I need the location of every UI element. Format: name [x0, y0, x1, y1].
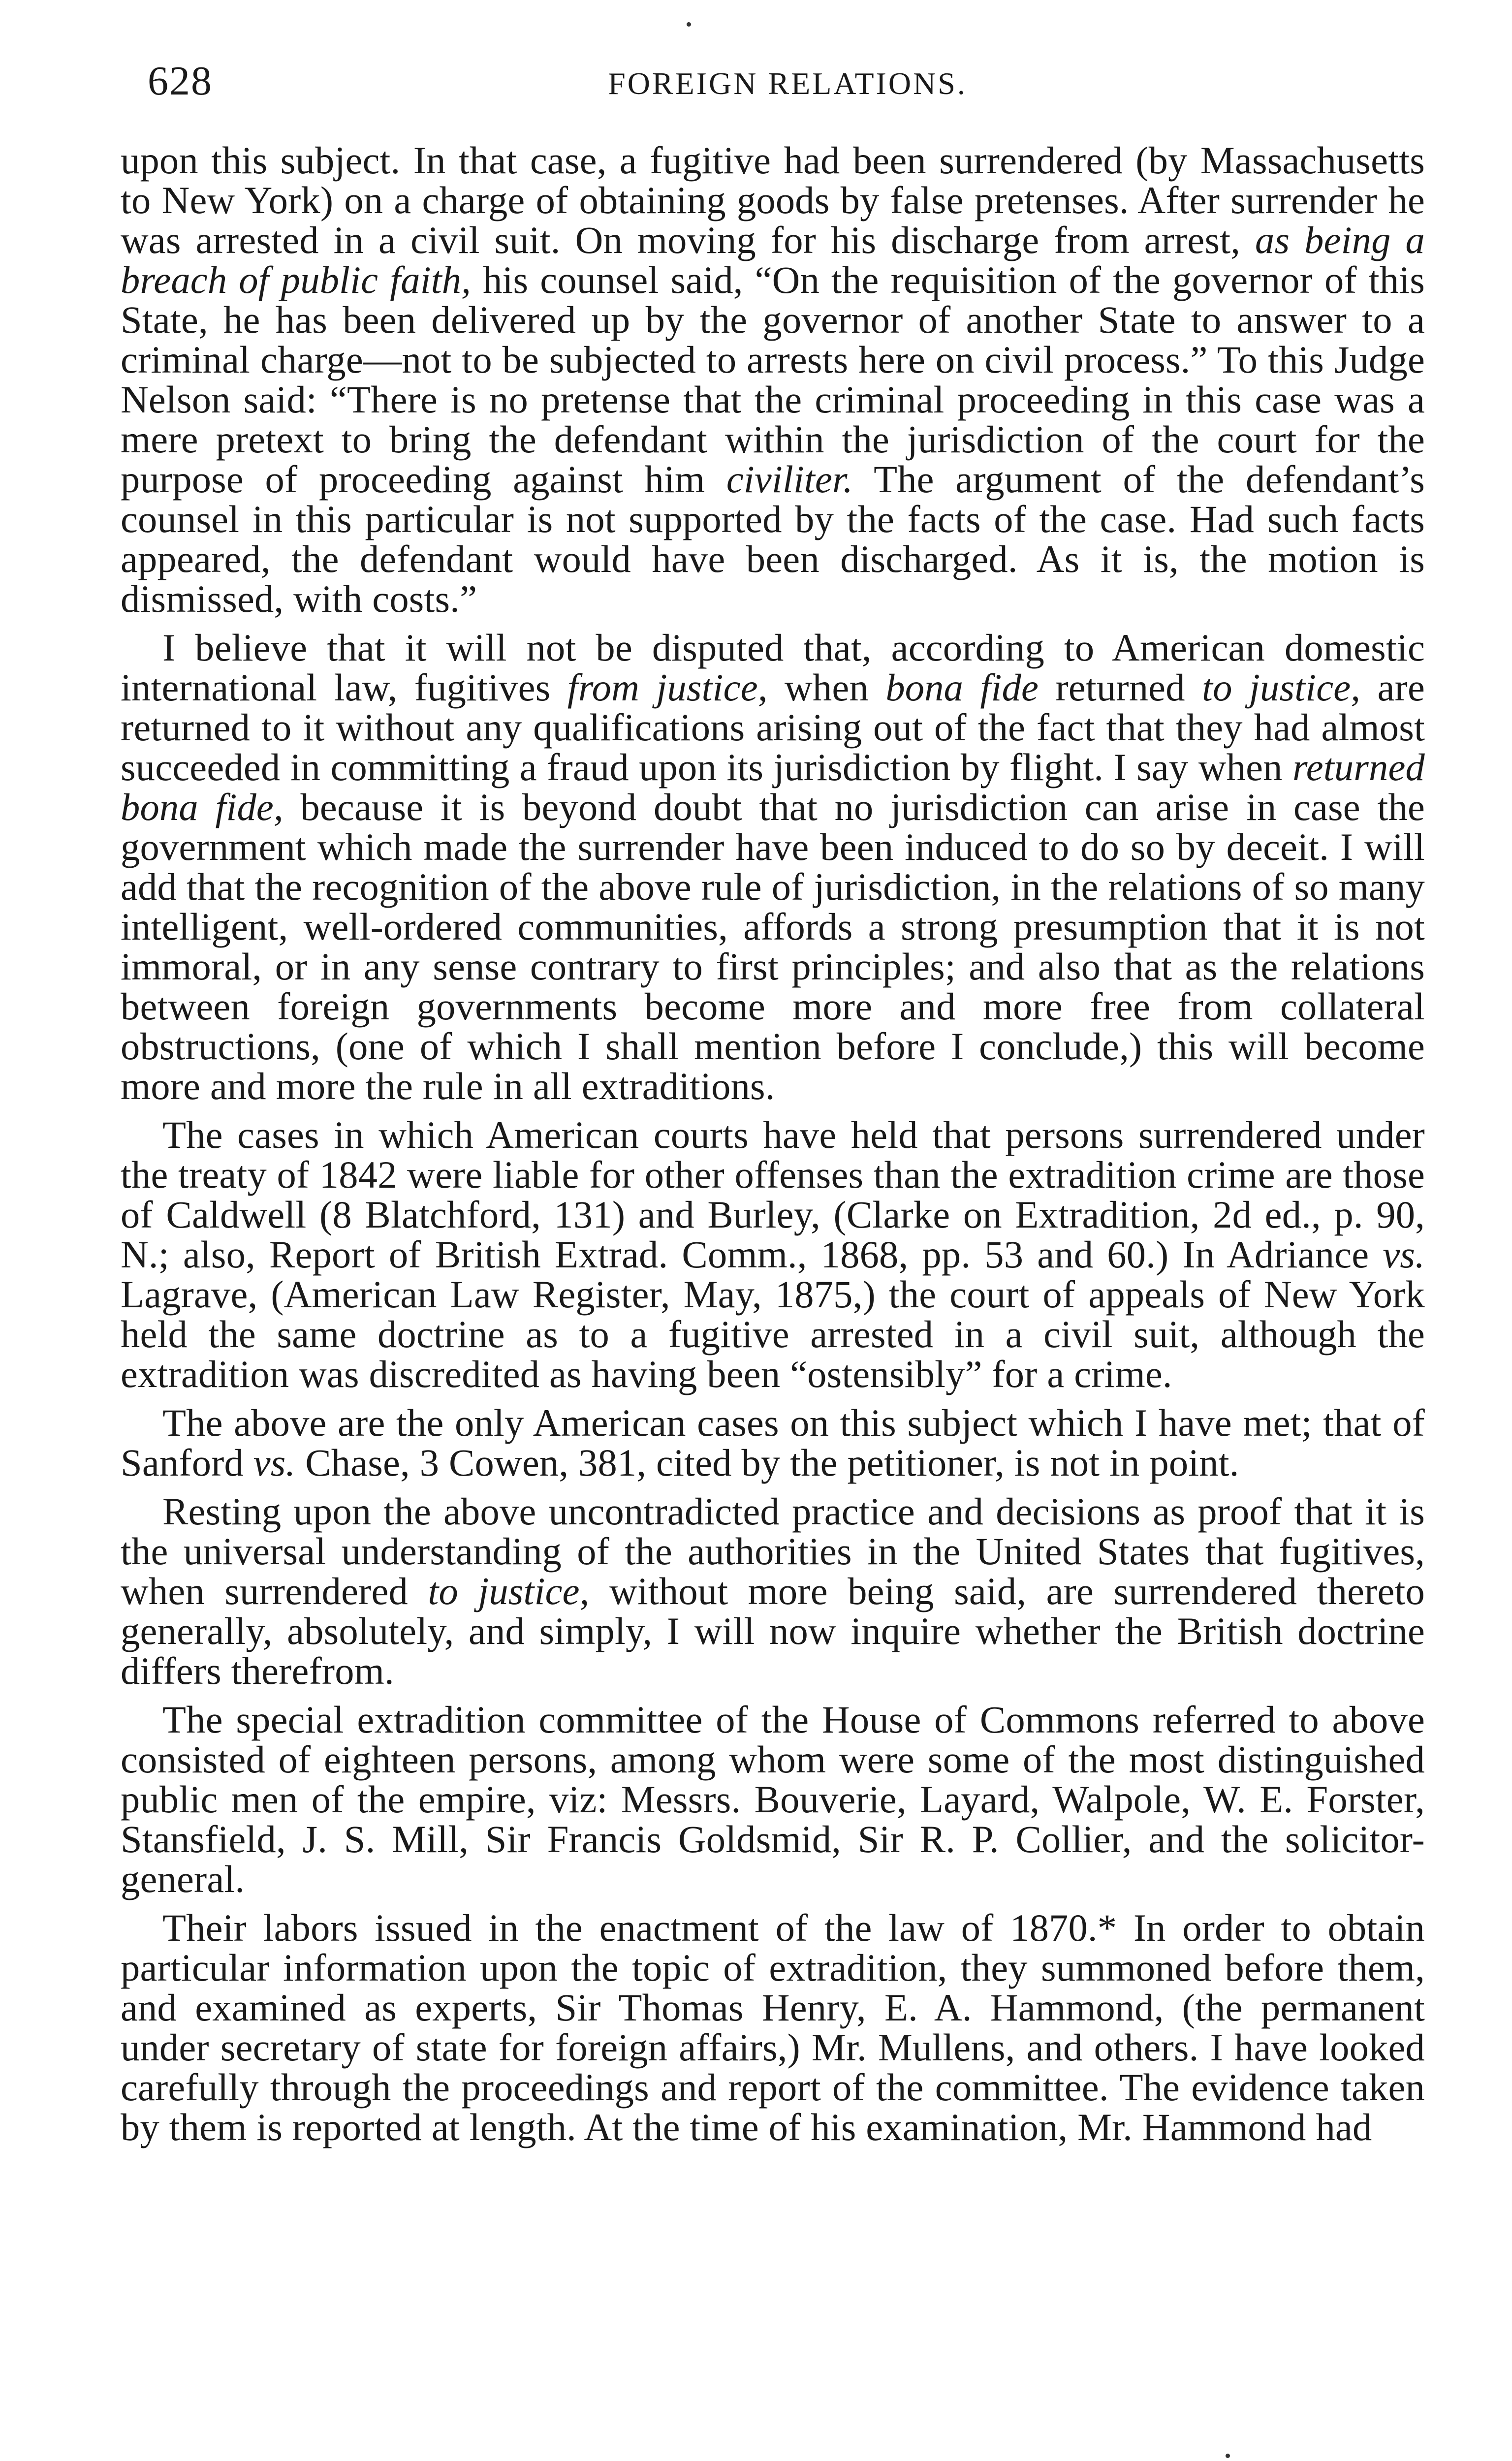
text-run: upon this subject. In that case, a fugitive had been surrendered (by Massachusetts to New York) on a charge of obtaining goods by false pretenses. After surrender he was arrested in a civil suit. On moving for his discharge from arrest, — [121, 139, 1425, 261]
text-run: The argument of the defendant’s counsel in this particular is not supported by the facts of the case. Had such facts appeared, the defendant would have been discharged. As it is, the motion is dismissed, with costs.” — [121, 458, 1425, 620]
text-run: Chase, 3 Cowen, 381, cited by the petitioner, is not in point. — [295, 1441, 1239, 1484]
italic-run: vs. — [1383, 1233, 1425, 1276]
text-run: because it is beyond doubt that no jurisdiction can arise in case the government which made the surrender have been induced to do so by deceit. I will add that the recognition of the above rule of jurisdiction, in the relations of so many intelligent, well-ordered communities, affords a strong presumption that it is not immoral, or in any sense contrary to first principles; and also that as the relations between foreign governments become more and more free from collateral obstructions, (one of which I shall mention before I conclude,) this will become more and more the rule in all extraditions. — [121, 786, 1425, 1107]
text-run: are returned to it without any qualifications arising out of the fact that they had almost succeeded in committing a fraud upon its jurisdiction by flight. I say when — [121, 666, 1425, 789]
printer-mark-bottom — [1226, 2454, 1230, 2458]
paragraph — [121, 628, 1425, 1106]
text-run: The cases in which American courts have held that persons surrendered under the treaty of 1842 were liable for other offenses than the extradition crime are those of Caldwell (8 Blatchford, 131) and Burley, (Clarke on Extradition, 2d ed., p. 90, N.; also, Report of British Extrad. Comm., 1868, pp. 53 and 60.) In Adriance — [121, 1113, 1425, 1276]
italic-run: from justice, — [567, 666, 768, 709]
running-head: FOREIGN RELATIONS. — [608, 66, 967, 101]
text-run: returned — [1039, 666, 1202, 709]
page-number: 628 — [148, 58, 213, 104]
paragraph — [121, 1700, 1425, 1899]
paragraph — [121, 1491, 1425, 1691]
italic-run: bona fide — [885, 666, 1039, 709]
text-run: The above are the only American cases on this subject which I have met; that of Sanford — [121, 1401, 1425, 1484]
text-run: his counsel said, “On the requisition of the governor of this State, he has been delivered up by the governor of another State to answer to a criminal charge—not to be subjected to arrests here on civil process.” To this Judge Nelson said: “There is no pretense that the criminal proceeding in this case was a mere pretext to bring the defendant within the jurisdiction of the court for the purpose of proceeding against him — [121, 258, 1425, 501]
paragraph — [121, 1908, 1425, 2147]
italic-run: as being a breach of public faith, — [121, 219, 1425, 301]
paragraph — [121, 1115, 1425, 1394]
text-run: The special extradition committee of the House of Commons referred to above consisted of eighteen persons, among whom were some of the most distinguished public men of the empire, viz: Messrs. Bouverie, Layard, Walpole, W. E. Forster, Stansfield, J. S. Mill, Sir Francis Goldsmid, Sir R. P. Collier, and the solicitor-general. — [121, 1698, 1425, 1900]
italic-run: vs. — [253, 1441, 296, 1484]
paragraph — [121, 1403, 1425, 1483]
text-run: when — [767, 666, 886, 709]
italic-run: civiliter. — [726, 458, 853, 501]
text-run: I believe that it will not be disputed that, according to American domestic international law, fugitives — [121, 626, 1425, 709]
italic-run: returned bona fide, — [121, 746, 1425, 828]
italic-run: to justice, — [1202, 666, 1361, 709]
body-text — [121, 140, 1425, 2156]
paragraph — [121, 140, 1425, 619]
text-run: Resting upon the above uncontradicted practice and decisions as proof that it is the universal understanding of the authorities in the United States that fugitives, when surrendered — [121, 1490, 1425, 1612]
page-header — [148, 57, 1427, 121]
italic-run: to justice, — [428, 1570, 590, 1612]
text-run: without more being said, are surrendered thereto generally, absolutely, and simply, I will now inquire whether the British doctrine differs therefrom. — [121, 1570, 1425, 1692]
text-run: Lagrave, (American Law Register, May, 1875,) the court of appeals of New York held the same doctrine as to a fugitive arrested in a civil suit, although the extradition was discredited as having been “ostensibly” for a crime. — [121, 1273, 1425, 1395]
text-run: Their labors issued in the enactment of the law of 1870.* In order to obtain particular information upon the topic of extradition, they summoned before them, and examined as experts, Sir Thomas Henry, E. A. Hammond, (the permanent under secretary of state for foreign affairs,) Mr. Mullens, and others. I have looked carefully through the proceedings and report of the committee. The evidence taken by them is reported at length. At the time of his examination, Mr. Hammond had — [121, 1906, 1425, 2148]
printer-mark-top — [687, 22, 691, 27]
